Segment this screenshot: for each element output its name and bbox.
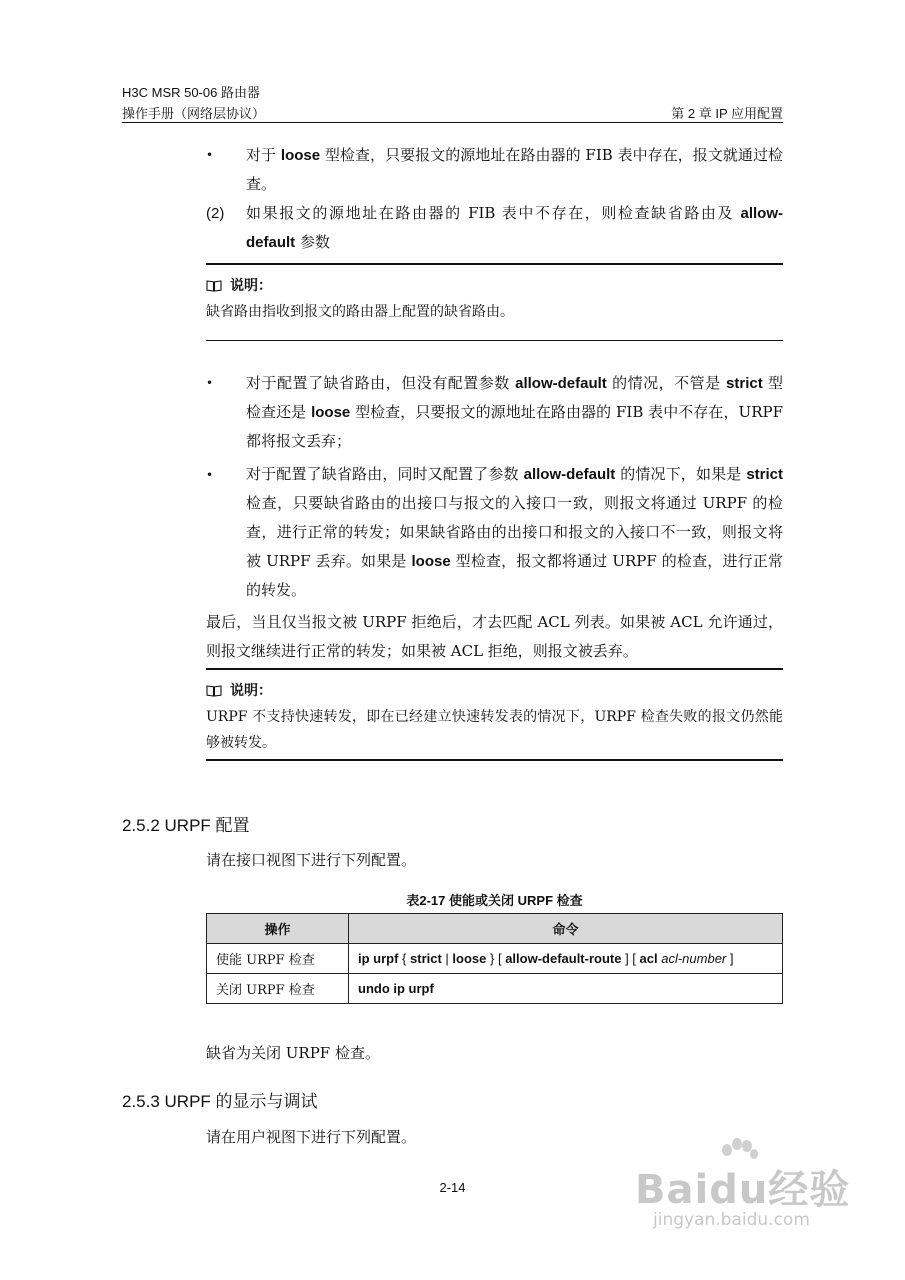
table-header-cell: 命令 — [349, 914, 783, 944]
table-header-cell: 操作 — [207, 914, 349, 944]
note-bottom-rule — [206, 759, 783, 761]
header-manual: 操作手册（网络层协议） — [122, 106, 266, 121]
default-state-text: 缺省为关闭 URPF 检查。 — [206, 1044, 380, 1062]
table-header-row — [207, 914, 783, 944]
keyword-loose: loose — [280, 147, 321, 164]
section-heading-2-5-3: 2.5.3 URPF 的显示与调试 — [122, 1092, 318, 1111]
header-product: H3C MSR 50-06 路由器 — [122, 85, 260, 100]
acl-paragraph: 最后，当且仅当报文被 URPF 拒绝后，才去匹配 ACL 列表。如果被 ACL 允许通过，则报文继续进行正常的转发；如果被 ACL 拒绝，则报文被丢弃。 — [206, 613, 783, 660]
note-top-rule — [206, 668, 783, 670]
keyword-allow-default: allow-default — [246, 205, 783, 251]
urpf-command-table — [206, 913, 783, 1004]
note-body: URPF 不支持快速转发，即在已经建立快速转发表的情况下，URPF 检查失败的报文仍然能够被转发。 — [206, 709, 783, 751]
note-title: 说明： — [206, 680, 272, 700]
item-2-text: 如果报文的源地址在路由器的 FIB 表中不存在，则检查缺省路由及 allow-default 参数 — [246, 204, 783, 251]
bullet-dot: • — [206, 148, 214, 162]
note-title: 说明： — [206, 275, 272, 295]
loose-check-item: 对于 loose 型检查，只要报文的源地址在路由器的 FIB 表中存在，报文就通过检查。 — [246, 146, 783, 193]
note-body: 缺省路由指收到报文的路由器上配置的缺省路由。 — [206, 304, 514, 320]
bullet-item-with-allow-default: 对于配置了缺省路由，同时又配置了参数 allow-default 的情况下，如果是 strict 检查，只要缺省路由的出接口与报文的入接口一致，则报文将通过 URPF 的检查，进行正常的转发；如果缺省路由的出接口和报文的入接口不一致，则报文将被 URPF 丢弃。如果是 loose 型检查，报文都将通过 URPF 的检查，进行正常的转发。 — [246, 465, 783, 599]
note-bottom-rule — [206, 340, 783, 341]
table-row — [207, 944, 783, 974]
note-top-rule — [206, 263, 783, 265]
table-cell-operation: 关闭 URPF 检查 — [207, 974, 349, 1004]
section-intro: 请在接口视图下进行下列配置。 — [206, 851, 417, 869]
section-heading-2-5-2: 2.5.2 URPF 配置 — [122, 816, 250, 835]
table-cell-operation: 使能 URPF 检查 — [207, 944, 349, 974]
baidu-watermark — [635, 1138, 855, 1248]
table-row — [207, 974, 783, 1004]
item-number: (2) — [206, 205, 225, 222]
watermark-url: jingyan.baidu.com — [653, 1210, 810, 1230]
page-number: 2-14 — [439, 1180, 466, 1195]
book-icon — [206, 684, 222, 697]
bullet-dot: • — [206, 376, 214, 390]
bullet-dot: • — [206, 468, 214, 482]
watermark-brand: Baidu经验 — [635, 1167, 851, 1213]
header-chapter: 第 2 章 IP 应用配置 — [671, 106, 783, 121]
bullet-item-no-allow-default: 对于配置了缺省路由，但没有配置参数 allow-default 的情况，不管是 strict 型检查还是 loose 型检查，只要报文的源地址在路由器的 FIB 表中不存在，URPF 都将报文丢弃； — [246, 374, 783, 450]
book-icon — [206, 279, 222, 292]
page-header — [122, 82, 783, 122]
table-cell-command: ip urpf { strict | loose } [ allow-default-route ] [ acl acl-number ] — [349, 944, 783, 974]
header-divider — [122, 122, 783, 123]
section-intro: 请在用户视图下进行下列配置。 — [206, 1128, 417, 1146]
table-caption: 表2-17 使能或关闭 URPF 检查 — [406, 893, 583, 908]
table-cell-command: undo ip urpf — [349, 974, 783, 1004]
